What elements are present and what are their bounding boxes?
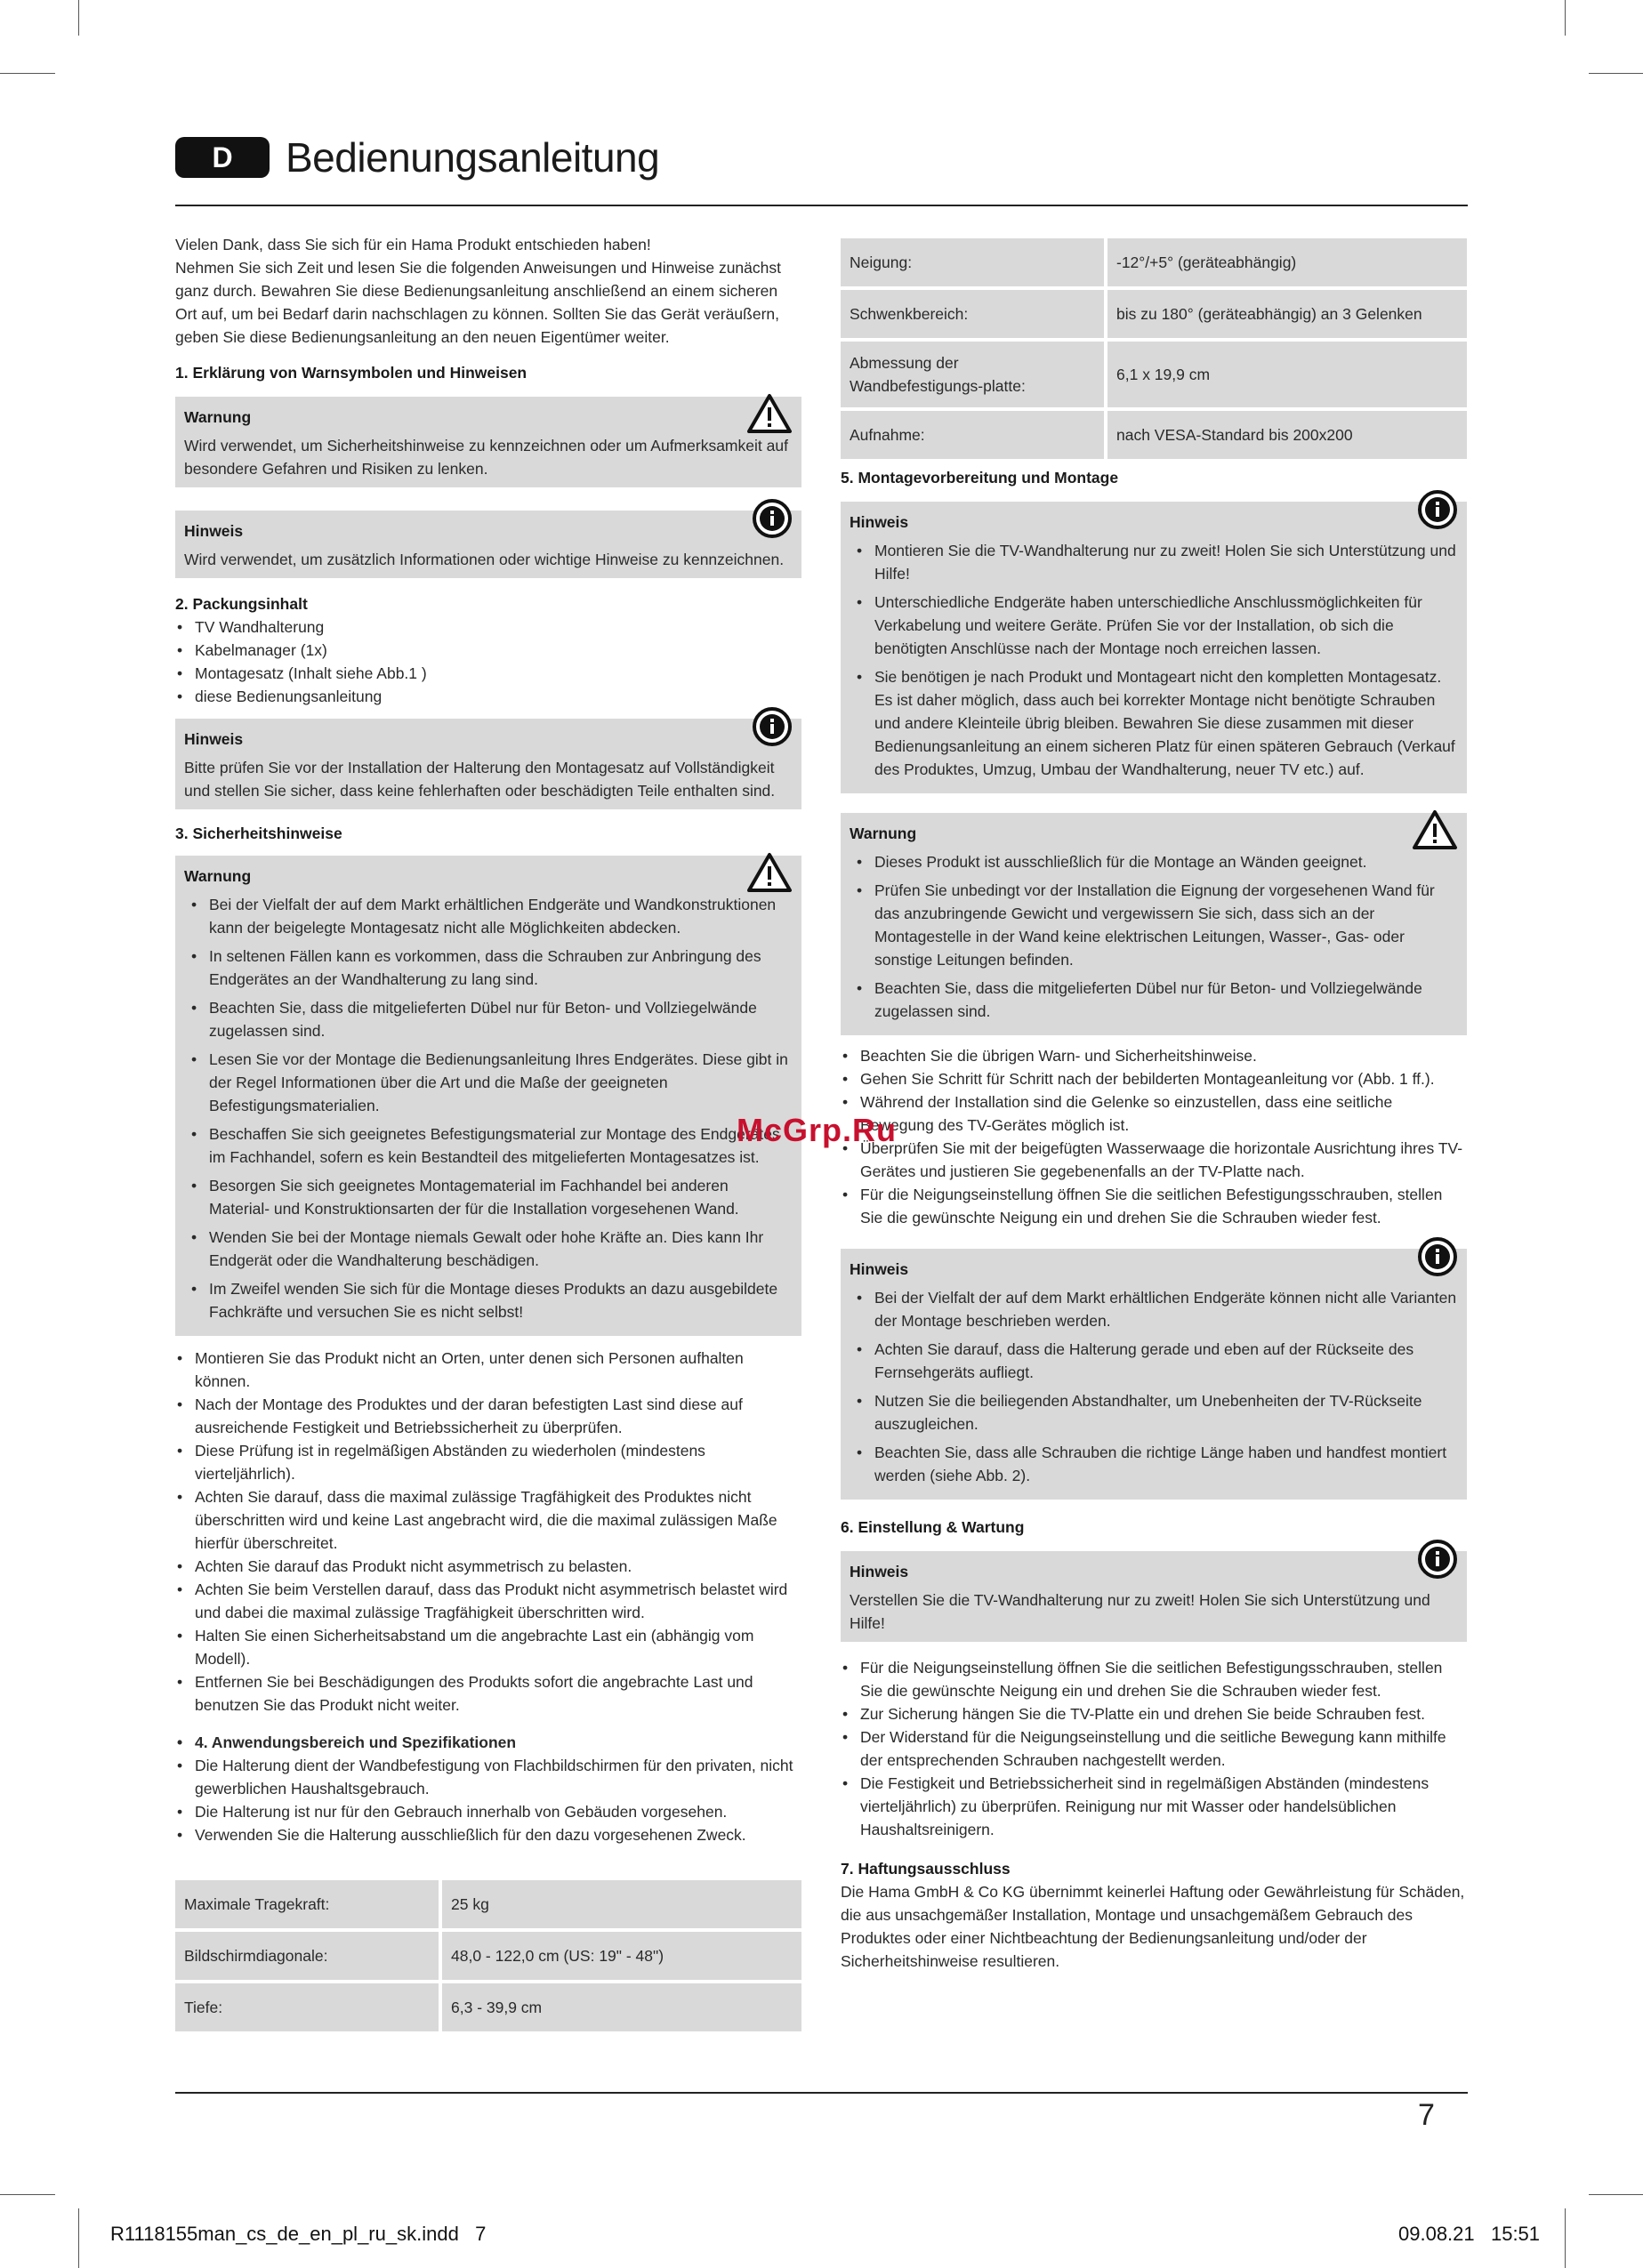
list-item: • Montieren Sie die TV-Wandhalterung nur zu zweit! Holen Sie sich Unterstützung und Hilfe! <box>850 539 1458 585</box>
section-heading: 7. Haftungsausschluss <box>841 1860 1011 1878</box>
right-column <box>841 238 1467 1973</box>
table-row <box>841 342 1467 407</box>
note-text: Verstellen Sie die TV-Wandhalterung nur zu zweit! Holen Sie sich Unterstützung und Hilfe! <box>850 1591 1430 1632</box>
spec-key: Bildschirmdiagonale: <box>175 1932 442 1980</box>
info-circle-icon <box>1417 1236 1458 1283</box>
list-item: • Beachten Sie, dass die mitgelieferten Dübel nur für Beton- und Vollziegelwände zugelassen sind. <box>184 996 793 1042</box>
list-item: • Prüfen Sie unbedingt vor der Installation die Eignung der vorgesehenen Wand für das anzubringende Gewicht und vergewissern Sie sich, dass sich an der Montagestelle in der Wand keine elektrischen Leitungen, Wasser-, Gas- oder sonstige Leitungen befinden. <box>850 879 1458 971</box>
section-heading: • 4. Anwendungsbereich und Spezifikationen <box>175 1731 801 1754</box>
language-badge: D <box>175 137 270 178</box>
list-item: • diese Bedienungsanleitung <box>175 685 801 708</box>
info-circle-icon <box>752 706 793 753</box>
list-item: • Achten Sie darauf das Produkt nicht asymmetrisch zu belasten. <box>175 1555 801 1578</box>
list-item: • Montagesatz (Inhalt siehe Abb.1 ) <box>175 662 801 685</box>
list-item: • In seltenen Fällen kann es vorkommen, dass die Schrauben zur Anbringung des Endgerätes an der Wandhalterung zu lang sind. <box>184 945 793 991</box>
spec-key: Neigung: <box>841 238 1107 286</box>
note-title: Hinweis <box>850 1563 909 1580</box>
note-list <box>850 1286 1458 1487</box>
section-heading: 6. Einstellung & Wartung <box>841 1518 1025 1536</box>
info-circle-icon <box>1417 1539 1458 1586</box>
list-item: • Nach der Montage des Produktes und der daran befestigten Last sind diese auf ausreichende Festigkeit und Betriebssicherheit zu überprüfen. <box>175 1393 801 1439</box>
crop-mark <box>1589 2194 1643 2195</box>
safety-list <box>175 1347 801 1717</box>
spec-value: 48,0 - 122,0 cm (US: 19" - 48") <box>442 1932 801 1980</box>
list-item: • Zur Sicherung hängen Sie die TV-Platte ein und drehen Sie beide Schrauben fest. <box>841 1702 1467 1725</box>
list-item: • Lesen Sie vor der Montage die Bedienungsanleitung Ihres Endgerätes. Diese gibt in der Regel Informationen über die Art und die Maße der geeigneten Befestigungsmaterialien. <box>184 1048 793 1117</box>
header-divider <box>175 205 1468 206</box>
warning-list <box>184 893 793 1323</box>
note-text: Wird verwendet, um zusätzlich Informationen oder wichtige Hinweise zu kennzeichnen. <box>184 551 785 568</box>
note-list <box>850 539 1458 781</box>
warning-title: Warnung <box>184 867 252 885</box>
section-heading: 2. Packungsinhalt <box>175 595 308 613</box>
footer-divider <box>175 2092 1468 2094</box>
list-item: • Beschaffen Sie sich geeignetes Befestigungsmaterial zur Montage des Endgerätes im Fachhandel, sofern es kein Bestandteil des mitgelieferten Montagesatzes ist. <box>184 1122 793 1169</box>
crop-mark <box>0 2194 55 2195</box>
crop-mark <box>78 0 79 36</box>
intro-paragraph: Vielen Dank, dass Sie sich für ein Hama Produkt entschieden haben! <box>175 236 651 253</box>
list-item: • Der Widerstand für die Neigungseinstellung und die seitliche Bewegung kann mithilfe der entsprechenden Schrauben nachgestellt werden. <box>841 1725 1467 1772</box>
note-box <box>841 502 1467 793</box>
spec-key: Aufnahme: <box>841 411 1107 459</box>
info-circle-icon <box>752 498 793 545</box>
warning-list <box>850 850 1458 1023</box>
list-item: • Die Festigkeit und Betriebssicherheit sind in regelmäßigen Abständen (mindestens vierteljährlich) zu überprüfen. Reinigung nur mit Wasser oder handelsüblichen Haushaltsreinigern. <box>841 1772 1467 1841</box>
spec-value: 6,3 - 39,9 cm <box>442 1983 801 2031</box>
watermark: McGrp.Ru <box>737 1112 898 1148</box>
spec-key: Schwenkbereich: <box>841 290 1107 338</box>
maintenance-list <box>841 1656 1467 1841</box>
note-title: Hinweis <box>184 730 244 748</box>
list-item: • Beachten Sie, dass die mitgelieferten Dübel nur für Beton- und Vollziegelwände zugelassen sind. <box>850 977 1458 1023</box>
list-item: • Diese Prüfung ist in regelmäßigen Abständen zu wiederholen (mindestens vierteljährlich). <box>175 1439 801 1485</box>
spec-table <box>175 1877 801 2035</box>
list-item: • Die Halterung ist nur für den Gebrauch innerhalb von Gebäuden vorgesehen. <box>175 1800 801 1823</box>
intro-text <box>175 233 801 349</box>
spec-value: 25 kg <box>442 1880 801 1928</box>
list-item: • Entfernen Sie bei Beschädigungen des Produkts sofort die angebrachte Last und benutzen Sie das Produkt nicht weiter. <box>175 1670 801 1717</box>
page-header <box>175 132 1468 206</box>
mounting-list <box>841 1044 1467 1229</box>
warning-triangle-icon <box>746 393 793 440</box>
list-item: • Achten Sie beim Verstellen darauf, dass das Produkt nicht asymmetrisch belastet wird und dabei die maximal zulässige Tragfähigkeit überschritten wird. <box>175 1578 801 1624</box>
spec-value: bis zu 180° (geräteabhängig) an 3 Gelenken <box>1107 290 1467 338</box>
list-item: • Beachten Sie, dass alle Schrauben die richtige Länge haben und handfest montiert werden (siehe Abb. 2). <box>850 1441 1458 1487</box>
note-box <box>175 511 801 578</box>
list-item: • TV Wandhalterung <box>175 615 801 639</box>
spec-value: 6,1 x 19,9 cm <box>1107 342 1467 407</box>
intro-paragraph: Nehmen Sie sich Zeit und lesen Sie die folgenden Anweisungen und Hinweise zunächst ganz durch. Bewahren Sie diese Bedienungsanleitung anschließend an einem sicheren Ort auf, um bei Bedarf darin nachschlagen zu können. Sollten Sie das Gerät veräußern, geben Sie diese Bedienungsanleitung an den neuen Eigentümer weiter. <box>175 259 781 346</box>
list-item: • Für die Neigungseinstellung öffnen Sie die seitlichen Befestigungsschrauben, stellen Sie die gewünschte Neigung ein und drehen Sie die Schrauben wieder fest. <box>841 1183 1467 1229</box>
note-box <box>841 1249 1467 1500</box>
list-item: • Montieren Sie das Produkt nicht an Orten, unter denen sich Personen aufhalten können. <box>175 1347 801 1393</box>
warning-box <box>841 813 1467 1035</box>
spec-value: -12°/+5° (geräteabhängig) <box>1107 238 1467 286</box>
print-slug-file: R1118155man_cs_de_en_pl_ru_sk.indd 7 <box>110 2223 487 2245</box>
spec-table <box>841 235 1467 462</box>
note-title: Hinweis <box>850 513 909 531</box>
page-title: Bedienungsanleitung <box>286 134 660 181</box>
table-row <box>841 238 1467 286</box>
list-item: • Verwenden Sie die Halterung ausschließlich für den dazu vorgesehenen Zweck. <box>175 1823 801 1846</box>
section-heading: 1. Erklärung von Warnsymbolen und Hinweisen <box>175 364 528 382</box>
note-text: Bitte prüfen Sie vor der Installation der Halterung den Montagesatz auf Vollständigkeit und stellen Sie sicher, dass keine fehlerhaften oder beschädigten Teile enthalten sind. <box>184 759 776 800</box>
list-item: • Für die Neigungseinstellung öffnen Sie die seitlichen Befestigungsschrauben, stellen Sie die gewünschte Neigung ein und drehen Sie die Schrauben wieder fest. <box>841 1656 1467 1702</box>
package-contents-list <box>175 615 801 708</box>
list-item: • Die Halterung dient der Wandbefestigung von Flachbildschirmen für den privaten, nicht gewerblichen Haushaltsgebrauch. <box>175 1754 801 1800</box>
table-row <box>175 1932 801 1980</box>
list-item: • Sie benötigen je nach Produkt und Montageart nicht den kompletten Montagesatz. Es ist daher möglich, dass auch bei korrekter Montage nicht benötigte Schrauben und andere Kleinteile übrig bleiben. Bewahren Sie diese zusammen mit dieser Bedienungsanleitung an einem sicheren Platz für einen späteren Gebrauch (Verkauf des Produktes, Umzug, Umbau der Wandhalterung, neuer TV etc.) auf. <box>850 665 1458 781</box>
list-item: • Achten Sie darauf, dass die Halterung gerade und eben auf der Rückseite des Fernsehgeräts aufliegt. <box>850 1338 1458 1384</box>
section-heading: 3. Sicherheitshinweise <box>175 824 342 842</box>
note-box <box>175 719 801 809</box>
warning-box <box>175 397 801 487</box>
list-item: • Achten Sie darauf, dass die maximal zulässige Tragfähigkeit des Produktes nicht überschritten wird und keine Last angebracht wird, die die maximal zulässigen Maße hierfür überschreitet. <box>175 1485 801 1555</box>
note-box <box>841 1551 1467 1642</box>
warning-title: Warnung <box>184 408 252 426</box>
section-heading: 5. Montagevorbereitung und Montage <box>841 469 1119 487</box>
list-item: • Halten Sie einen Sicherheitsabstand um die angebrachte Last ein (abhängig vom Modell). <box>175 1624 801 1670</box>
warning-box <box>175 856 801 1336</box>
table-row <box>175 1983 801 2031</box>
crop-mark <box>1589 73 1643 74</box>
table-row <box>841 290 1467 338</box>
list-item: • Bei der Vielfalt der auf dem Markt erhältlichen Endgeräte und Wandkonstruktionen kann der beigelegte Montagesatz nicht alle Möglichkeiten abdecken. <box>184 893 793 939</box>
print-slug-date: 09.08.21 15:51 <box>1398 2223 1541 2245</box>
list-item: • Überprüfen Sie mit der beigefügten Wasserwaage die horizontale Ausrichtung ihres TV-Gerätes und justieren Sie gegebenenfalls an der TV-Platte nach. <box>841 1137 1467 1183</box>
list-item: • Beachten Sie die übrigen Warn- und Sicherheitshinweise. <box>841 1044 1467 1067</box>
note-title: Hinweis <box>850 1260 909 1278</box>
warning-text: Wird verwendet, um Sicherheitshinweise zu kennzeichnen oder um Aufmerksamkeit auf besondere Gefahren und Risiken zu lenken. <box>184 437 788 478</box>
list-item: • Nutzen Sie die beiliegenden Abstandhalter, um Unebenheiten der TV-Rückseite auszugleichen. <box>850 1389 1458 1436</box>
spec-value: nach VESA-Standard bis 200x200 <box>1107 411 1467 459</box>
crop-mark <box>0 73 55 74</box>
page-number: 7 <box>1418 2098 1435 2132</box>
note-title: Hinweis <box>184 522 244 540</box>
info-circle-icon <box>1417 489 1458 536</box>
list-item: • Dieses Produkt ist ausschließlich für die Montage an Wänden geeignet. <box>850 850 1458 873</box>
left-column <box>175 233 801 2035</box>
crop-mark <box>1565 0 1566 36</box>
usage-list <box>175 1731 801 1846</box>
spec-key: Tiefe: <box>175 1983 442 2031</box>
crop-mark <box>1565 2208 1566 2268</box>
disclaimer-text: Die Hama GmbH & Co KG übernimmt keinerlei Haftung oder Gewährleistung für Schäden, die aus unsachgemäßer Installation, Montage und unsachgemäßem Gebrauch des Produktes oder einer Nichtbeachtung der Bedienungsanleitung und/oder der Sicherheitshinweise resultieren. <box>841 1883 1465 1970</box>
table-row <box>175 1880 801 1928</box>
list-item: • Kabelmanager (1x) <box>175 639 801 662</box>
list-item: • Gehen Sie Schritt für Schritt nach der bebilderten Montageanleitung vor (Abb. 1 ff.). <box>841 1067 1467 1090</box>
list-item: • Wenden Sie bei der Montage niemals Gewalt oder hohe Kräfte an. Dies kann Ihr Endgerät oder die Wandhalterung beschädigen. <box>184 1226 793 1272</box>
list-item: • Während der Installation sind die Gelenke so einzustellen, dass eine seitliche Bewegung des TV-Gerätes möglich ist. <box>841 1090 1467 1137</box>
warning-title: Warnung <box>850 824 917 842</box>
list-item: • Bei der Vielfalt der auf dem Markt erhältlichen Endgeräte können nicht alle Varianten der Montage beschrieben werden. <box>850 1286 1458 1332</box>
table-row <box>841 411 1467 459</box>
list-item: • Unterschiedliche Endgeräte haben unterschiedliche Anschlussmöglichkeiten für Verkabelung und weitere Geräte. Prüfen Sie vor der Installation, ob sich die benötigten Anschlüsse nach der Montage noch erreichen lassen. <box>850 591 1458 660</box>
list-item: • Im Zweifel wenden Sie sich für die Montage dieses Produkts an dazu ausgebildete Fachkräfte und versuchen Sie es nicht selbst! <box>184 1277 793 1323</box>
list-item: • Besorgen Sie sich geeignetes Montagematerial im Fachhandel bei anderen Material- und Konstruktionsarten der für die Installation vorgesehenen Wand. <box>184 1174 793 1220</box>
spec-key: Maximale Tragekraft: <box>175 1880 442 1928</box>
crop-mark <box>78 2208 79 2268</box>
spec-key: Abmessung der Wandbefestigungs-platte: <box>841 342 1107 407</box>
